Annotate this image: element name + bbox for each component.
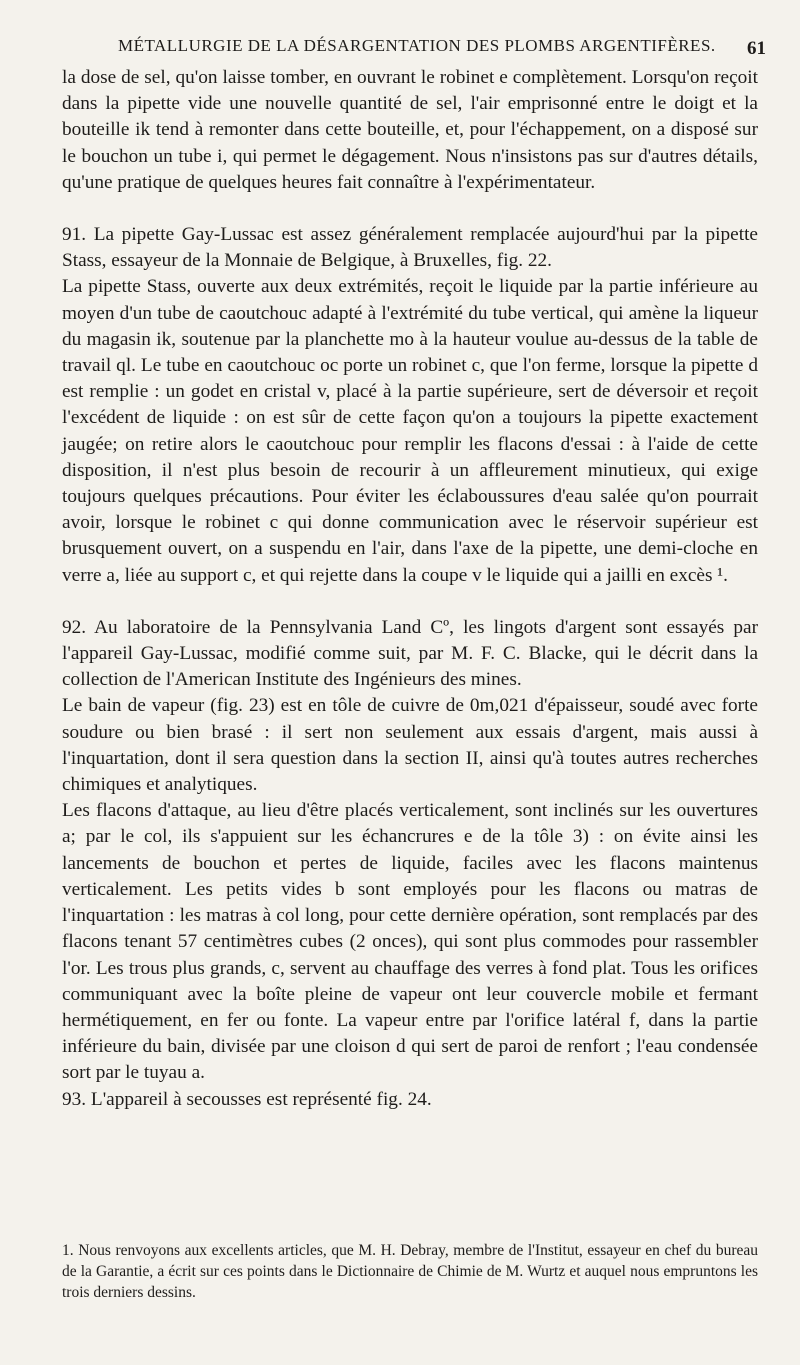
main-text xyxy=(62,65,758,1113)
footnote-1: 1. Nous renvoyons aux excellents articles, que M. H. Debray, membre de l'Institut, essayeur en chef du bureau de la Garantie, a écrit sur ces points dans le Dictionnaire de Chimie de M. Wurtz et auquel nous empruntons les trois derniers dessins. xyxy=(62,1242,758,1301)
paragraph-93: 93. L'appareil à secousses est représenté fig. 24. xyxy=(62,1088,432,1110)
paragraph-91-intro: 91. La pipette Gay-Lussac est assez généralement remplacée aujourd'hui par la pipette Stass, essayeur de la Monnaie de Belgique, à Bruxelles, fig. 22. xyxy=(62,224,758,272)
paragraph-92-intro: 92. Au laboratoire de la Pennsylvania Land Cº, les lingots d'argent sont essayés par l'appareil Gay-Lussac, modifié comme suit, par M. F. C. Blacke, qui le décrit dans la collection de l'American Institute des Ingénieurs des mines. xyxy=(62,616,758,691)
paragraph-92-flasks: Les flacons d'attaque, au lieu d'être placés verticalement, sont inclinés sur les ouvertures a; par le col, ils s'appuient sur les échancrures e de la tôle 3) : on évite ainsi les lancements de bouchon et pertes de liquide, faciles avec les flacons maintenus verticalement. Les petits vides b sont employés pour les flacons ou matras de l'inquartation : les matras à col long, pour cette dernière opération, sont remplacés par des flacons tenant 57 centimètres cubes (2 onces), qui sont plus commodes pour rassembler l'or. Les trous plus grands, c, servent au chauffage des verres à fond plat. Tous les orifices communiquant avec la boîte pleine de vapeur ont leur couvercle mobile et fermant hermétiquement, en fer ou fonte. La vapeur entre par l'orifice latéral f, dans la partie inférieure du bain, divisée par une cloison d qui sert de paroi de renfort ; l'eau condensée sort par le tuyau a. xyxy=(62,800,758,1084)
footnotes xyxy=(62,1240,758,1303)
paragraph-continuation: la dose de sel, qu'on laisse tomber, en ouvrant le robinet e complètement. Lorsqu'on reçoit dans la pipette vide une nouvelle quantité de sel, l'air emprisonné entre le doigt et la bouteille ik tend à remonter dans cette bouteille, et, pour l'échappement, on a disposé sur le bouchon un tube i, qui permet le dégagement. Nous n'insistons pas sur d'autres détails, qu'une pratique de quelques heures fait connaître à l'expérimentateur. xyxy=(62,67,758,193)
page-number: 61 xyxy=(747,38,766,59)
paragraph-91-body: La pipette Stass, ouverte aux deux extrémités, reçoit le liquide par la partie inférieure au moyen d'un tube de caoutchouc adapté à l'extrémité du tube vertical, qui amène la liqueur du magasin ik, soutenue par la planchette mo à la hauteur voulue au-dessus de la table de travail ql. Le tube en caoutchouc oc porte un robinet c, que l'on ferme, lorsque la pipette d est remplie : un godet en cristal v, placé à la partie supérieure, sert de déversoir et reçoit l'excédent de liquide : on est sûr de cette façon qu'on a toujours la pipette exactement jaugée; on retire alors le caoutchouc pour remplir les flacons d'essai : à l'aide de cette disposition, il n'est plus besoin de recourir à un affleurement minutieux, qui exige toujours quelques précautions. Pour éviter les éclaboussures d'eau salée qu'on pourrait avoir, lorsque le robinet c qui donne communication avec le réservoir supérieur est brusquement ouvert, on a suspendu en l'air, dans l'axe de la pipette, une demi-cloche en verre a, liée au support c, et qui rejette dans la coupe v le liquide qui a jailli en excès ¹. xyxy=(62,276,758,586)
page-header xyxy=(60,32,770,62)
paragraph-92-steam-bath: Le bain de vapeur (fig. 23) est en tôle de cuivre de 0m,021 d'épaisseur, soudé avec forte soudure ou bien brasé : il sert non seulement aux essais d'argent, mais aussi à l'inquartation, dont il sera question dans la section II, ainsi qu'à toutes autres recherches chimiques et analytiques. xyxy=(62,695,758,796)
running-title: MÉTALLURGIE DE LA DÉSARGENTATION DES PLOMBS ARGENTIFÈRES. xyxy=(118,36,716,55)
